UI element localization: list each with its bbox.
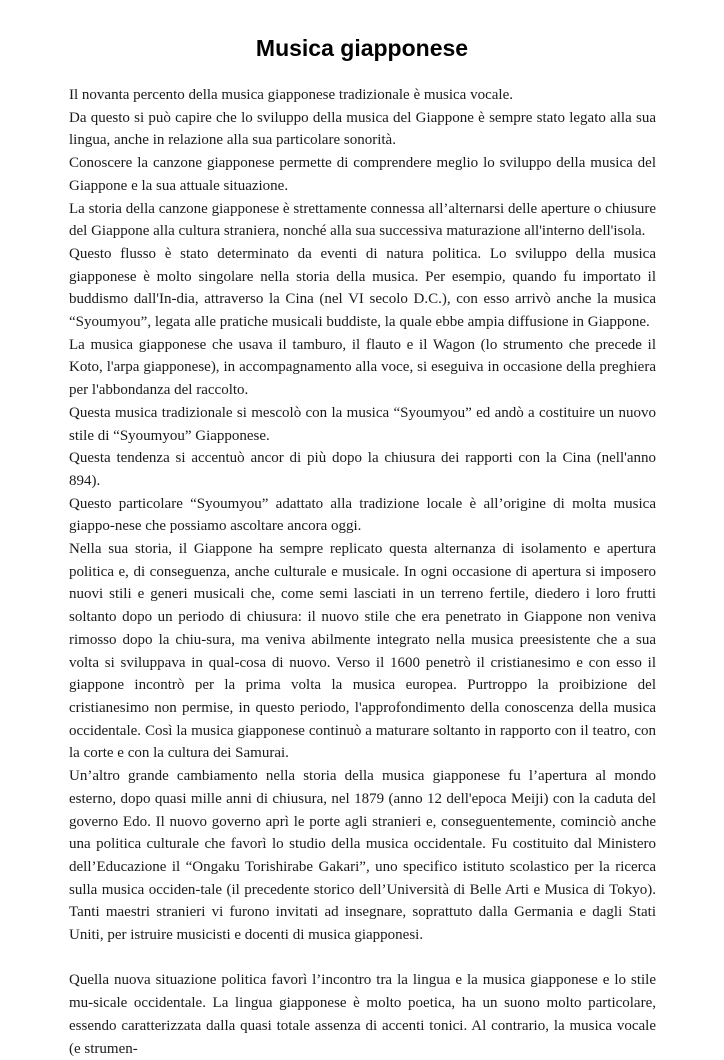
paragraph: Questo flusso è stato determinato da eventi di natura politica. Lo sviluppo della musica giapponese è molto singolare nella storia della musica. Per esempio, quando fu importato il buddismo dall'In-dia, attraverso la Cina (nel VI secolo D.C.), con esso arrivò anche la musica “Syoumyou”, legata alle pratiche musicali buddiste, la quale ebbe ampia diffusione in Giappone. <box>69 245 656 331</box>
paragraph: La musica giapponese che usava il tamburo, il flauto e il Wagon (lo strumento che precede il Koto, l'arpa giapponese), in accompagnamento alla voce, si eseguiva in occasione della preghiera per l'abbondanza del raccolto. <box>69 336 656 399</box>
paragraph: Questo particolare “Syoumyou” adattato alla tradizione locale è all’origine di molta musica giappo-nese che possiamo ascoltare ancora oggi. <box>69 495 656 535</box>
paragraph: Questa musica tradizionale si mescolò con la musica “Syoumyou” ed andò a costituire un nuovo stile di “Syoumyou” Giapponese. <box>69 404 656 444</box>
paragraph: Nella sua storia, il Giappone ha sempre replicato questa alternanza di isolamento e apertura politica e, di conseguenza, anche culturale e musicale. In ogni occasione di apertura si imposero nuovi stili e generi musicali che, come semi lasciati in un terreno fertile, diedero i loro frutti soltanto dopo un periodo di chiusura: il nuovo stile che era penetrato in Giappone non veniva rimosso dopo la chiu-sura, ma veniva abilmente integrato nella musica preesistente che a sua volta si sviluppava in qual-cosa di nuovo. Verso il 1600 penetrò il cristianesimo e con esso il giappone incontrò per la prima volta la musica europea. Purtroppo la proibizione del cristianesimo non permise, in questo periodo, l'approfondimento della conoscenza della musica occidentale. Così la musica giapponese continuò a maturare soltanto in rapporto con il teatro, con la corte e con la cultura dei Samurai. <box>69 541 656 762</box>
paragraph: Questa tendenza si accentuò ancor di più dopo la chiusura dei rapporti con la Cina (nell'anno 894). <box>69 450 656 489</box>
paragraph: Da questo si può capire che lo sviluppo della musica del Giappone è sempre stato legato alla sua lingua, anche in relazione alla sua particolare sonorità. <box>69 109 656 149</box>
paragraph: Conoscere la canzone giapponese permette di comprendere meglio lo sviluppo della musica del Giappone e la sua attuale situazione. <box>69 155 656 194</box>
body-text <box>69 84 656 1060</box>
paragraph: Il novanta percento della musica giapponese tradizionale è musica vocale. <box>69 87 513 103</box>
paragraph: Un’altro grande cambiamento nella storia della musica giapponese fu l’apertura al mondo esterno, dopo quasi mille anni di chiusura, nel 1879 (anno 12 dell'epoca Meiji) con la caduta del governo Edo. Il nuovo governo aprì le porte agli stranieri e, conseguentemente, cominciò anche una politica culturale che favorì lo studio della musica occidentale. Fu costituito dal Ministero dell’Educazione il “Ongaku Torishirabe Gakari”, uno specifico istituto scolastico per la ricerca sulla musica occiden-tale (il precedente storico dell’Università di Belle Arti e Musica di Tokyo). Tanti maestri stranieri vi furono invitati ad insegnare, soprattuto dalla Germania e dagli Stati Uniti, per istruire musicisti e docenti di musica giapponesi. <box>69 768 656 944</box>
paragraph: Quella nuova situazione politica favorì l’incontro tra la lingua e la musica giapponese e lo stile mu-sicale occidentale. La lingua giapponese è molto poetica, ha un suono molto particolare, essendo caratterizzata dalla quasi totale assenza di accenti tonici. Al contrario, la musica vocale (e strumen- <box>69 972 656 1057</box>
paragraph: La storia della canzone giapponese è strettamente connessa all’alternarsi delle aperture o chiusure del Giappone alla cultura straniera, nonché alla sua successiva maturazione all'interno dell'isola. <box>69 200 656 240</box>
page-title: Musica giapponese <box>255 35 469 61</box>
paragraph-spacer <box>69 947 656 970</box>
